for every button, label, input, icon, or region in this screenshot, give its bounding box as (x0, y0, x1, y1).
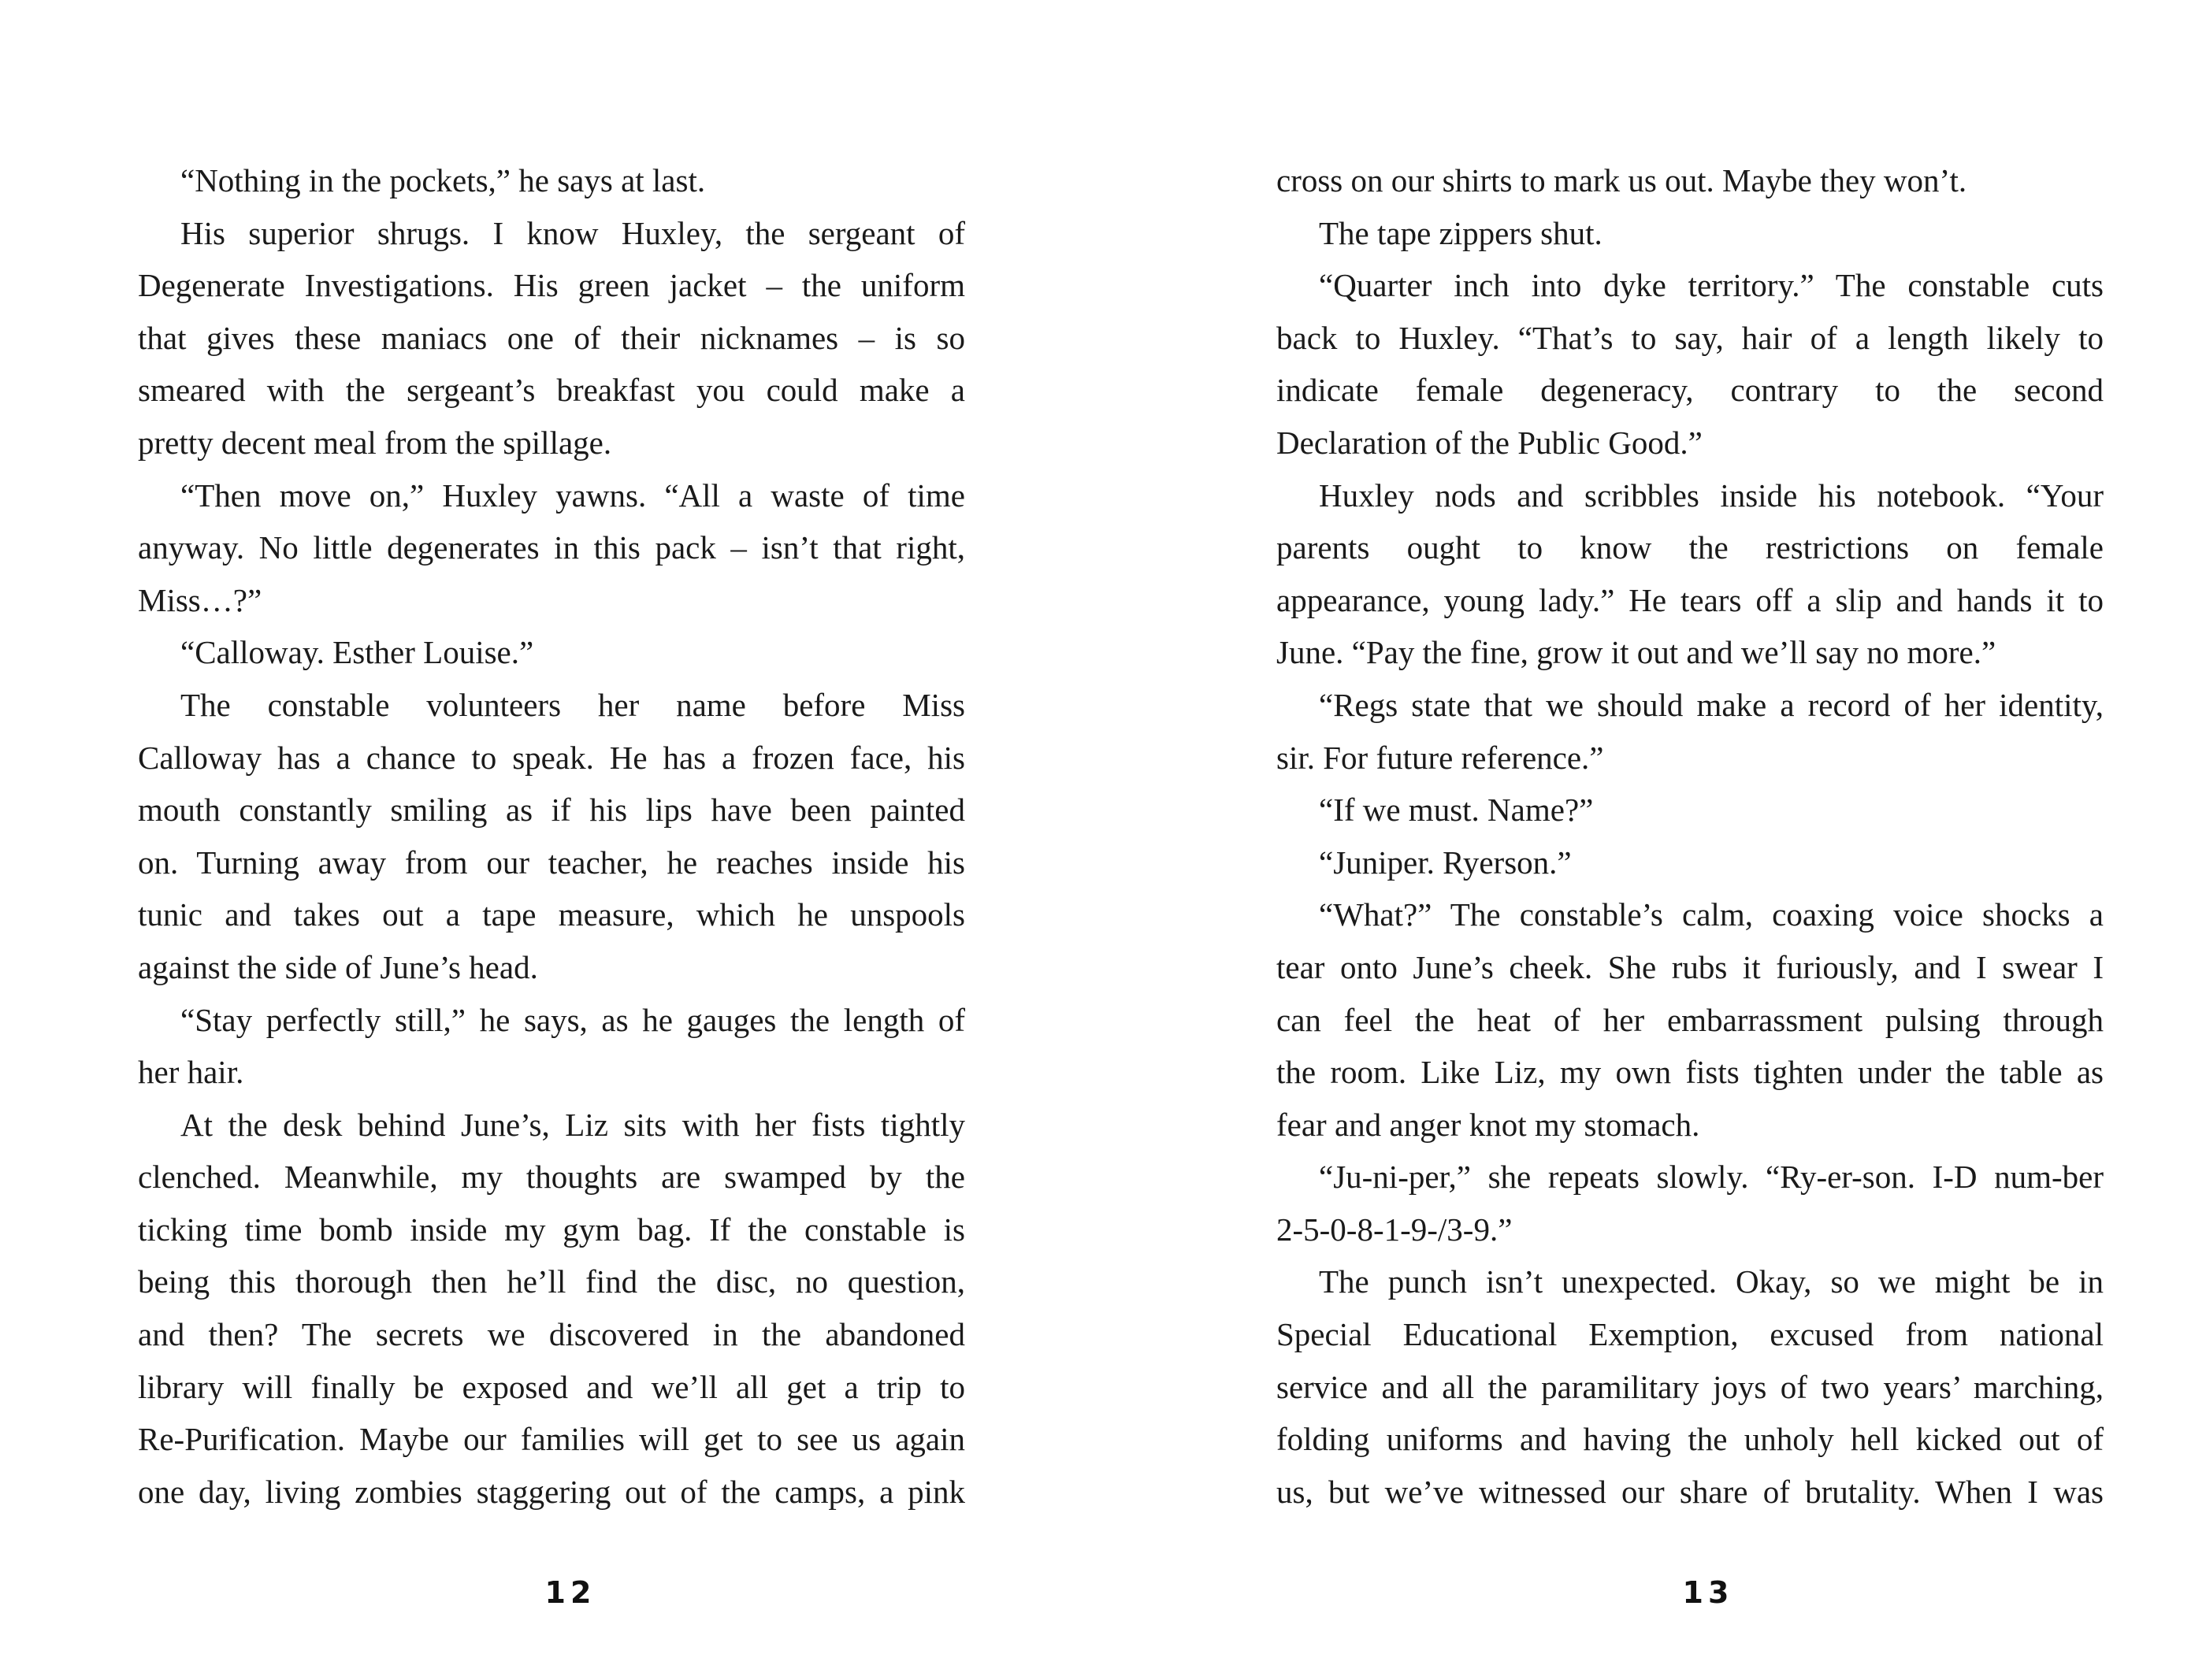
text-line: and then? The secrets we discovered in the abandoned (138, 1316, 965, 1353)
text-line: Re-Purification. Maybe our families will get to see us again (138, 1421, 965, 1458)
text-line: that gives these maniacs one of their nicknames – is so (138, 319, 965, 356)
text-line: tear onto June’s cheek. She rubs it furiously, and I swear I (1276, 948, 2104, 985)
text-line: Calloway has a chance to speak. He has a frozen face, his (138, 739, 965, 776)
text-line: clenched. Meanwhile, my thoughts are swamped by the (138, 1159, 965, 1196)
text-line: “If we must. Name?” (1319, 792, 1594, 829)
right-page (1276, 154, 2104, 1518)
text-line: Declaration of the Public Good.” (1276, 424, 1703, 461)
text-line: The tape zippers shut. (1319, 214, 1603, 251)
text-line: indicate female degeneracy, contrary to the second (1276, 372, 2104, 409)
text-line: one day, living zombies staggering out of the camps, a pink (138, 1473, 965, 1510)
text-line: mouth constantly smiling as if his lips have been painted (138, 792, 965, 829)
text-line: tunic and takes out a tape measure, which he unspools (138, 896, 965, 933)
text-line: At the desk behind June’s, Liz sits with her fists tightly (180, 1106, 965, 1143)
text-line: The constable volunteers her name before Miss (180, 686, 965, 723)
text-line: 2-5-0-8-1-9-/3-9.” (1276, 1211, 1513, 1248)
text-line: on. Turning away from our teacher, he reaches inside his (138, 844, 965, 881)
text-line: His superior shrugs. I know Huxley, the sergeant of (180, 214, 965, 251)
text-line: Miss…?” (138, 581, 262, 618)
text-line: “Juniper. Ryerson.” (1319, 844, 1572, 881)
text-line: “Quarter inch into dyke territory.” The constable cuts (1319, 267, 2104, 304)
text-line: her hair. (138, 1054, 244, 1091)
text-line: smeared with the sergeant’s breakfast you could make a (138, 372, 965, 409)
text-line: fear and anger knot my stomach. (1276, 1106, 1700, 1143)
text-line: Special Educational Exemption, excused from national (1276, 1316, 2104, 1353)
text-line: parents ought to know the restrictions on female (1276, 529, 2104, 566)
text-line: folding uniforms and having the unholy hell kicked out of (1276, 1421, 2104, 1458)
text-line: “Stay perfectly still,” he says, as he gauges the length of (180, 1001, 965, 1038)
text-line: appearance, young lady.” He tears off a slip and hands it to (1276, 581, 2104, 618)
text-line: sir. For future reference.” (1276, 739, 1604, 776)
text-line: the room. Like Liz, my own fists tighten under the table as (1276, 1054, 2104, 1091)
text-line: us, but we’ve witnessed our share of brutality. When I was (1276, 1473, 2104, 1510)
left-page (138, 154, 965, 1518)
text-line: back to Huxley. “That’s to say, hair of a length likely to (1276, 319, 2104, 356)
text-line: being this thorough then he’ll find the disc, no question, (138, 1263, 965, 1300)
text-line: against the side of June’s head. (138, 948, 538, 985)
page-number-right: 13 (1682, 1575, 1734, 1610)
text-line: “What?” The constable’s calm, coaxing voice shocks a (1319, 896, 2104, 933)
text-line: “Then move on,” Huxley yawns. “All a waste of time (180, 477, 965, 514)
text-line: library will finally be exposed and we’ll all get a trip to (138, 1368, 965, 1405)
text-line: service and all the paramilitary joys of two years’ marching, (1276, 1368, 2104, 1405)
text-line: cross on our shirts to mark us out. Maybe they won’t. (1276, 162, 1967, 198)
text-line: pretty decent meal from the spillage. (138, 424, 612, 461)
page-number-left: 12 (544, 1575, 596, 1610)
text-line: “Nothing in the pockets,” he says at last. (180, 162, 706, 198)
text-line: The punch isn’t unexpected. Okay, so we might be in (1319, 1263, 2104, 1300)
text-line: can feel the heat of her embarrassment pulsing through (1276, 1001, 2104, 1038)
text-line: “Calloway. Esther Louise.” (180, 634, 534, 671)
text-line: Huxley nods and scribbles inside his notebook. “Your (1319, 477, 2104, 514)
text-line: “Ju-ni-per,” she repeats slowly. “Ry-er-son. I-D num-ber (1319, 1159, 2104, 1196)
text-line: June. “Pay the fine, grow it out and we’ll say no more.” (1276, 634, 1996, 671)
text-line: “Regs state that we should make a record of her identity, (1319, 686, 2104, 723)
text-line: Degenerate Investigations. His green jacket – the uniform (138, 267, 965, 304)
text-line: ticking time bomb inside my gym bag. If the constable is (138, 1211, 965, 1248)
text-line: anyway. No little degenerates in this pack – isn’t that right, (138, 529, 965, 566)
